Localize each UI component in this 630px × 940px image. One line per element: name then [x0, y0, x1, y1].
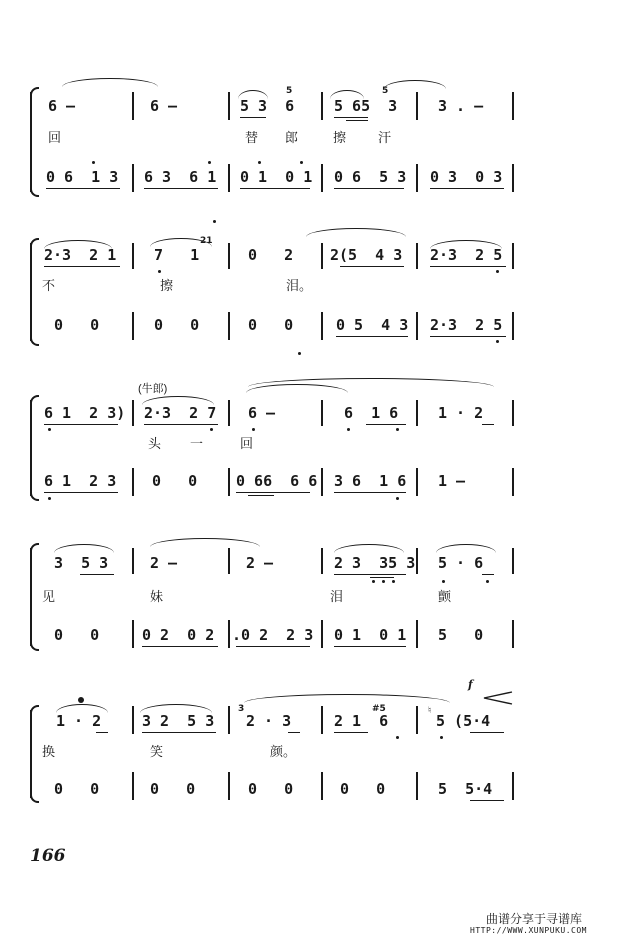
- octave-dot: [258, 161, 261, 164]
- duration-line: [430, 188, 504, 189]
- barline: [512, 164, 514, 192]
- grace-note: 5: [286, 86, 293, 96]
- upper-measure: 3 . —: [438, 97, 484, 115]
- duration-line: [142, 732, 216, 733]
- octave-dot: [396, 497, 399, 500]
- barline: [321, 164, 323, 192]
- barline: [512, 620, 514, 648]
- octave-dot: [396, 428, 399, 431]
- duration-line: [482, 424, 494, 425]
- barline: [132, 164, 134, 192]
- duration-line: [334, 492, 406, 493]
- upper-measure: 2 —: [246, 554, 274, 572]
- upper-measure: 1 · 2: [56, 712, 102, 730]
- barline: [132, 92, 134, 120]
- barline: [132, 468, 134, 496]
- watermark-title: 曲谱分享于寻谱库: [486, 912, 583, 926]
- system-bracket: [30, 548, 32, 646]
- upper-measure: 5 · 6: [438, 554, 484, 572]
- barline: [512, 548, 514, 574]
- barline: [321, 706, 323, 734]
- slur: [306, 228, 406, 237]
- octave-dot: [158, 270, 161, 273]
- system-bracket: [30, 400, 32, 496]
- lower-measure: 0 0: [54, 626, 100, 644]
- barline: [321, 468, 323, 496]
- slur: [244, 694, 450, 703]
- octave-dot: [252, 428, 255, 431]
- lower-measure: 6 3 6 1: [144, 168, 217, 186]
- octave-dot: [213, 220, 216, 223]
- barline: [228, 548, 230, 574]
- watermark-url: HTTP://WWW.XUNPUKU.COM: [470, 926, 587, 935]
- lower-measure: 0 0: [54, 316, 100, 334]
- lyric: 一: [190, 437, 204, 452]
- upper-measure: 2(5 4 3: [330, 246, 403, 264]
- upper-measure: 2·3 2 7: [144, 404, 217, 422]
- grace-note: 21: [200, 236, 213, 246]
- lower-measure: 0 1 0 1: [240, 168, 313, 186]
- barline: [228, 164, 230, 192]
- lyric: 泪。: [286, 279, 313, 294]
- duration-line: [470, 800, 504, 801]
- duration-line: [334, 188, 404, 189]
- barline: [132, 243, 134, 269]
- lower-measure: 0 6 5 3: [334, 168, 407, 186]
- barline: [416, 620, 418, 648]
- lyric: 回: [48, 131, 62, 146]
- barline: [132, 548, 134, 574]
- lyric: 擦: [160, 279, 174, 294]
- upper-measure: 6 1 6: [344, 404, 399, 422]
- octave-dot: [48, 497, 51, 500]
- barline: [416, 706, 418, 734]
- barline: [416, 400, 418, 426]
- system-bracket: [30, 243, 32, 341]
- lower-measure: 5 5·4: [438, 780, 493, 798]
- barline: [512, 312, 514, 340]
- system-bracket: [30, 92, 32, 192]
- lower-measure: 0 0: [154, 316, 200, 334]
- dynamic-mark: f: [468, 678, 473, 691]
- lower-measure: 0 66 6 6: [236, 472, 318, 490]
- upper-measure: 3 2 5 3: [142, 712, 215, 730]
- barline: [512, 243, 514, 269]
- grace-note: ♮: [428, 706, 432, 716]
- upper-measure: 6 —: [48, 97, 76, 115]
- octave-dot: [396, 736, 399, 739]
- lower-measure: .0 2 2 3: [232, 626, 314, 644]
- octave-dot: [442, 580, 445, 583]
- barline: [132, 706, 134, 734]
- duration-line: [46, 188, 120, 189]
- upper-measure: 1 · 2: [438, 404, 484, 422]
- duration-line: [144, 188, 218, 189]
- upper-measure: 6 1 2 3): [44, 404, 126, 422]
- upper-measure: 2 1 6: [334, 712, 389, 730]
- system-bracket: [30, 710, 32, 798]
- lower-measure: 0 6 1 3: [46, 168, 119, 186]
- lower-measure: 0 0: [248, 780, 294, 798]
- lower-measure: 6 1 2 3: [44, 472, 117, 490]
- barline: [228, 312, 230, 340]
- barline: [321, 243, 323, 269]
- lower-measure: 0 1 0 1: [334, 626, 407, 644]
- duration-line: [44, 424, 118, 425]
- duration-line: [142, 646, 218, 647]
- upper-measure: 5 (5·4: [436, 712, 491, 730]
- barline: [512, 772, 514, 800]
- barline: [228, 468, 230, 496]
- duration-line: [430, 336, 506, 337]
- duration-line: [340, 266, 404, 267]
- lyric: 妹: [150, 590, 164, 605]
- upper-measure: 6 —: [150, 97, 178, 115]
- lower-measure: 3 6 1 6: [334, 472, 407, 490]
- lyric: 不: [42, 279, 56, 294]
- upper-measure: 2 —: [150, 554, 178, 572]
- lyric: 汗: [378, 131, 392, 146]
- duration-line: [44, 266, 120, 267]
- duration-line: [240, 188, 310, 189]
- duration-line: [248, 495, 274, 496]
- barline: [228, 243, 230, 269]
- slur: [248, 378, 494, 387]
- crescendo-icon: [482, 690, 514, 706]
- barline: [512, 400, 514, 426]
- barline: [228, 706, 230, 734]
- duration-line: [366, 424, 406, 425]
- role-annotation: (牛郎): [138, 383, 168, 395]
- barline: [321, 400, 323, 426]
- octave-dot: [440, 736, 443, 739]
- upper-measure: 6 —: [248, 404, 276, 422]
- duration-line: [240, 117, 266, 118]
- duration-line: [334, 646, 406, 647]
- barline: [321, 620, 323, 648]
- duration-line: [470, 732, 504, 733]
- slur: [54, 544, 114, 553]
- lyric: 换: [42, 745, 56, 760]
- upper-measure: 3 5 3: [54, 554, 109, 572]
- duration-line: [236, 492, 310, 493]
- upper-measure: 2·3 2 1: [44, 246, 117, 264]
- octave-dot: [496, 270, 499, 273]
- octave-dot: [48, 428, 51, 431]
- duration-line: [334, 117, 368, 118]
- lower-measure: 0 0: [150, 780, 196, 798]
- lower-measure: 0 5 4 3: [336, 316, 409, 334]
- lyric: 替: [245, 131, 259, 146]
- octave-dot: [92, 161, 95, 164]
- lower-measure: 0 0: [248, 316, 294, 334]
- lyric: 回: [240, 437, 254, 452]
- barline: [321, 772, 323, 800]
- barline: [416, 312, 418, 340]
- barline: [416, 548, 418, 574]
- barline: [416, 243, 418, 269]
- octave-dot: [392, 580, 395, 583]
- barline: [228, 92, 230, 120]
- lyric: 笑: [150, 745, 164, 760]
- upper-measure: 2 · 3: [246, 712, 292, 730]
- octave-dot: [486, 580, 489, 583]
- duration-line: [96, 732, 108, 733]
- lyric: 郎: [285, 131, 299, 146]
- lower-measure: 0 0: [340, 780, 386, 798]
- duration-line: [370, 577, 394, 578]
- octave-dot: [300, 161, 303, 164]
- lyric: 泪: [330, 590, 344, 605]
- lower-measure: 0 0: [54, 780, 100, 798]
- barline: [512, 468, 514, 496]
- duration-line: [144, 424, 218, 425]
- upper-measure: 2·3 2 5: [430, 246, 503, 264]
- duration-line: [236, 646, 310, 647]
- slur: [62, 78, 158, 87]
- octave-dot: [298, 352, 301, 355]
- octave-dot: [347, 428, 350, 431]
- barline: [512, 92, 514, 120]
- octave-dot: [210, 428, 213, 431]
- upper-measure: 7 1: [154, 246, 200, 264]
- slur: [150, 538, 260, 547]
- duration-line: [334, 732, 368, 733]
- lyric: 见: [42, 590, 56, 605]
- page-number: 166: [30, 846, 66, 866]
- slur: [384, 80, 446, 89]
- grace-note: 5: [382, 86, 389, 96]
- octave-dot: [382, 580, 385, 583]
- barline: [416, 164, 418, 192]
- octave-dot: [208, 161, 211, 164]
- duration-line: [44, 492, 118, 493]
- octave-dot: [78, 697, 84, 703]
- duration-line: [80, 574, 114, 575]
- duration-line: [336, 336, 408, 337]
- octave-dot: [496, 340, 499, 343]
- barline: [228, 772, 230, 800]
- barline: [228, 620, 230, 648]
- barline: [132, 620, 134, 648]
- barline: [132, 400, 134, 426]
- lower-measure: 5 0: [438, 626, 484, 644]
- lyric: 擦: [333, 131, 347, 146]
- barline: [321, 548, 323, 574]
- duration-line: [430, 266, 506, 267]
- barline: [228, 400, 230, 426]
- grace-note: 3: [238, 704, 245, 714]
- barline: [416, 92, 418, 120]
- lyric: 头: [148, 437, 162, 452]
- slur: [334, 544, 404, 553]
- barline: [416, 772, 418, 800]
- barline: [321, 312, 323, 340]
- barline: [132, 312, 134, 340]
- duration-line: [334, 574, 406, 575]
- duration-line: [482, 574, 494, 575]
- upper-measure: 5 3 6: [240, 97, 295, 115]
- barline: [321, 92, 323, 120]
- lower-measure: 1 —: [438, 472, 466, 490]
- lyric: 颤: [438, 590, 452, 605]
- lower-measure: 0 0: [152, 472, 198, 490]
- lower-measure: 2·3 2 5: [430, 316, 503, 334]
- slur: [436, 544, 496, 553]
- lower-measure: 0 3 0 3: [430, 168, 503, 186]
- barline: [132, 772, 134, 800]
- barline: [416, 468, 418, 496]
- lyric: 颜。: [270, 745, 297, 760]
- lower-measure: 0 2 0 2: [142, 626, 215, 644]
- duration-line: [346, 120, 368, 121]
- grace-note: #5: [372, 704, 386, 714]
- octave-dot: [372, 580, 375, 583]
- duration-line: [288, 732, 300, 733]
- upper-measure: 0 2: [248, 246, 294, 264]
- upper-measure: 2 3 35 3: [334, 554, 416, 572]
- upper-measure: 5 65 3: [334, 97, 398, 115]
